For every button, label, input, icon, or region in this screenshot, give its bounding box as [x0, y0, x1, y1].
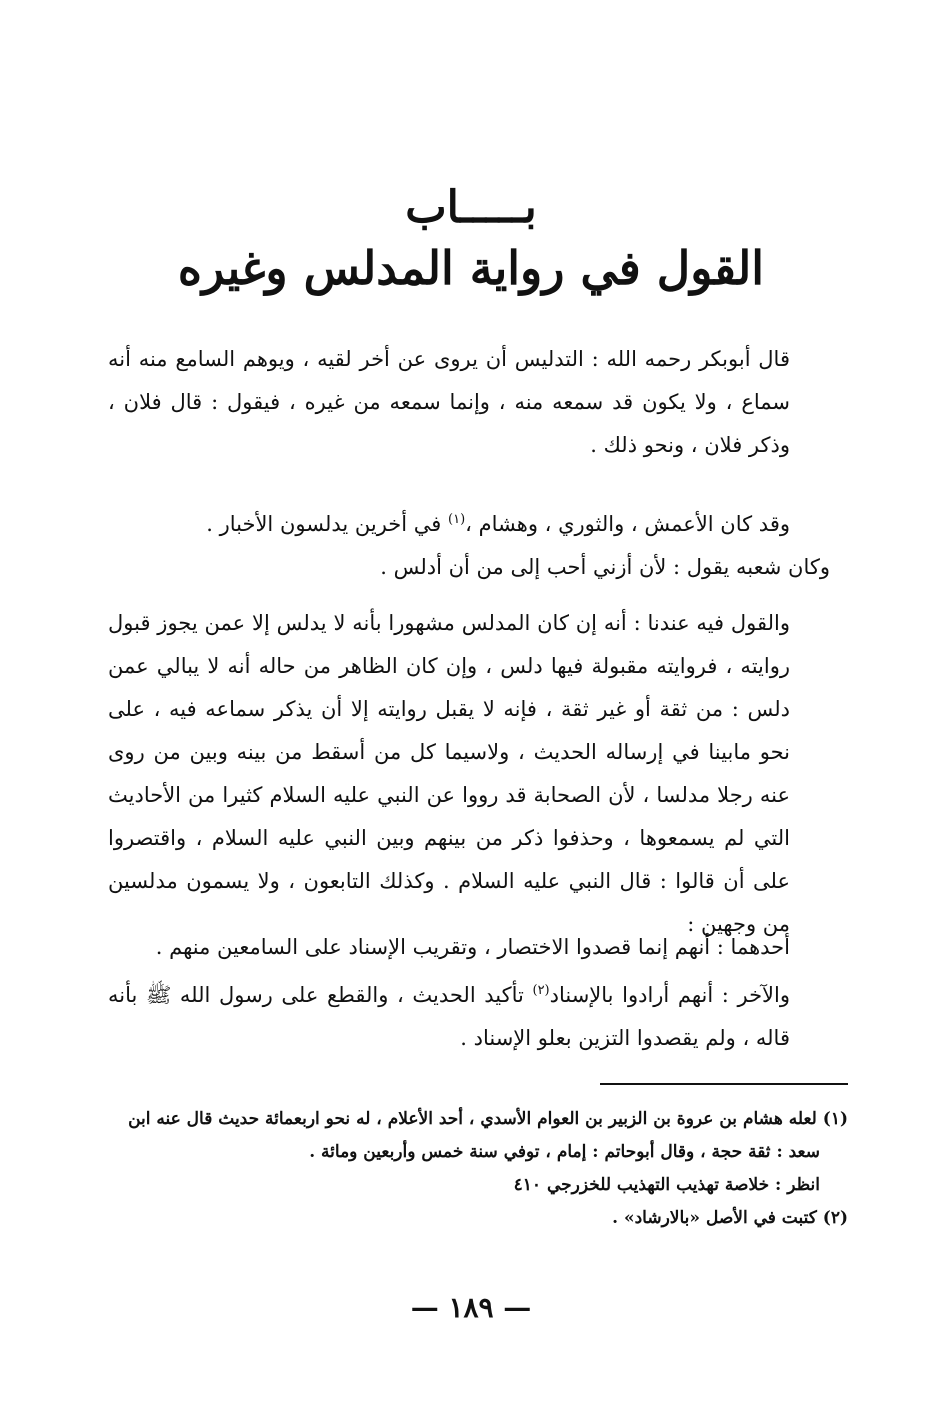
footnote-1-reference: انظر : خلاصة تهذيب التهذيب للخزرجي ٤١٠: [513, 1175, 820, 1195]
footnote-ref-2: (٢): [532, 983, 550, 998]
page-number: — ١٨٩ —: [410, 1291, 532, 1324]
footnote-separator: [600, 1083, 848, 1085]
paragraph-text: [108, 498, 830, 546]
footnote-1: (١) لعله هشام بن عروة بن الزبير بن العوام الأسدي ، أحد الأعلام ، له نحو اربعمائة حديث قال عنه ابن: [128, 1109, 848, 1129]
paragraph-ruling: [108, 602, 830, 946]
text-run: وقد كان الأعمش ، والثوري ، وهشام ،: [465, 512, 790, 536]
chapter-label: بـــــاب: [405, 182, 537, 233]
paragraph-reasons: [108, 926, 830, 1060]
footnotes: [108, 1103, 848, 1235]
paragraph-text: أحدهما : أنهم إنما قصدوا الاختصار ، وتقريب الإسناد على السامعين منهم .: [155, 935, 790, 959]
text-run: تأكيد الحديث ، والقطع على رسول الله ﷺ بأنه قاله ، ولم يقصدوا التزين بعلو الإسناد .: [108, 983, 790, 1050]
footnote-1-continued: سعد : ثقة حجة ، وقال أبوحاتم : إمام ، توفي سنة خمس وأربعين ومائة .: [309, 1142, 820, 1162]
text-run: والآخر : أنهم أرادوا بالإسناد: [549, 983, 791, 1007]
paragraph-text: وكان شعبه يقول : لأن أزني أحب إلى من أن أدلس .: [380, 555, 830, 579]
paragraph-text: [108, 969, 830, 1060]
text-run: في أخرين يدلسون الأخبار .: [206, 512, 449, 536]
footnote-2: (٢) كتبت في الأصل «بالارشاد» .: [612, 1208, 848, 1228]
footnote-ref-1: (١): [448, 512, 466, 527]
paragraph-text: قال أبوبكر رحمه الله : التدليس أن يروى عن أخر لقيه ، ويوهم السامع منه أنه سماع ، ولا يكون قد سمعه منه ، وإنما سمعه من غيره ، فيقول : قال فلان ، وذكر فلان ، ونحو ذلك .: [108, 347, 790, 457]
paragraph-text: والقول فيه عندنا : أنه إن كان المدلس مشهورا بأنه لا يدلس إلا عمن يجوز قبول روايته ، فروايته مقبولة فيها دلس ، وإن كان الظاهر من حاله أنه لا يبالي عمن دلس : من ثقة أو غير ثقة ، فإنه لا يقبل روايته إلا أن يذكر سماعه فيه ، على نحو مابينا في إرساله الحديث ، ولاسيما كل من أسقط من بينه وبين من روى عنه رجلا مدلسا ، لأن الصحابة قد رووا عن النبي عليه السلام كثيرا من الأحاديث التي لم يسمعوها ، وحذفوا ذكر من بينهم وبين النبي عليه السلام ، واقتصروا على أن قالوا : قال النبي عليه السلام . وكذلك التابعون ، ولا يسمون مدلسين من وجهين :: [108, 611, 790, 936]
chapter-title: القول في رواية المدلس وغيره: [177, 241, 765, 295]
paragraph-definition: [108, 338, 830, 467]
paragraph-mudallisun: [108, 498, 830, 589]
